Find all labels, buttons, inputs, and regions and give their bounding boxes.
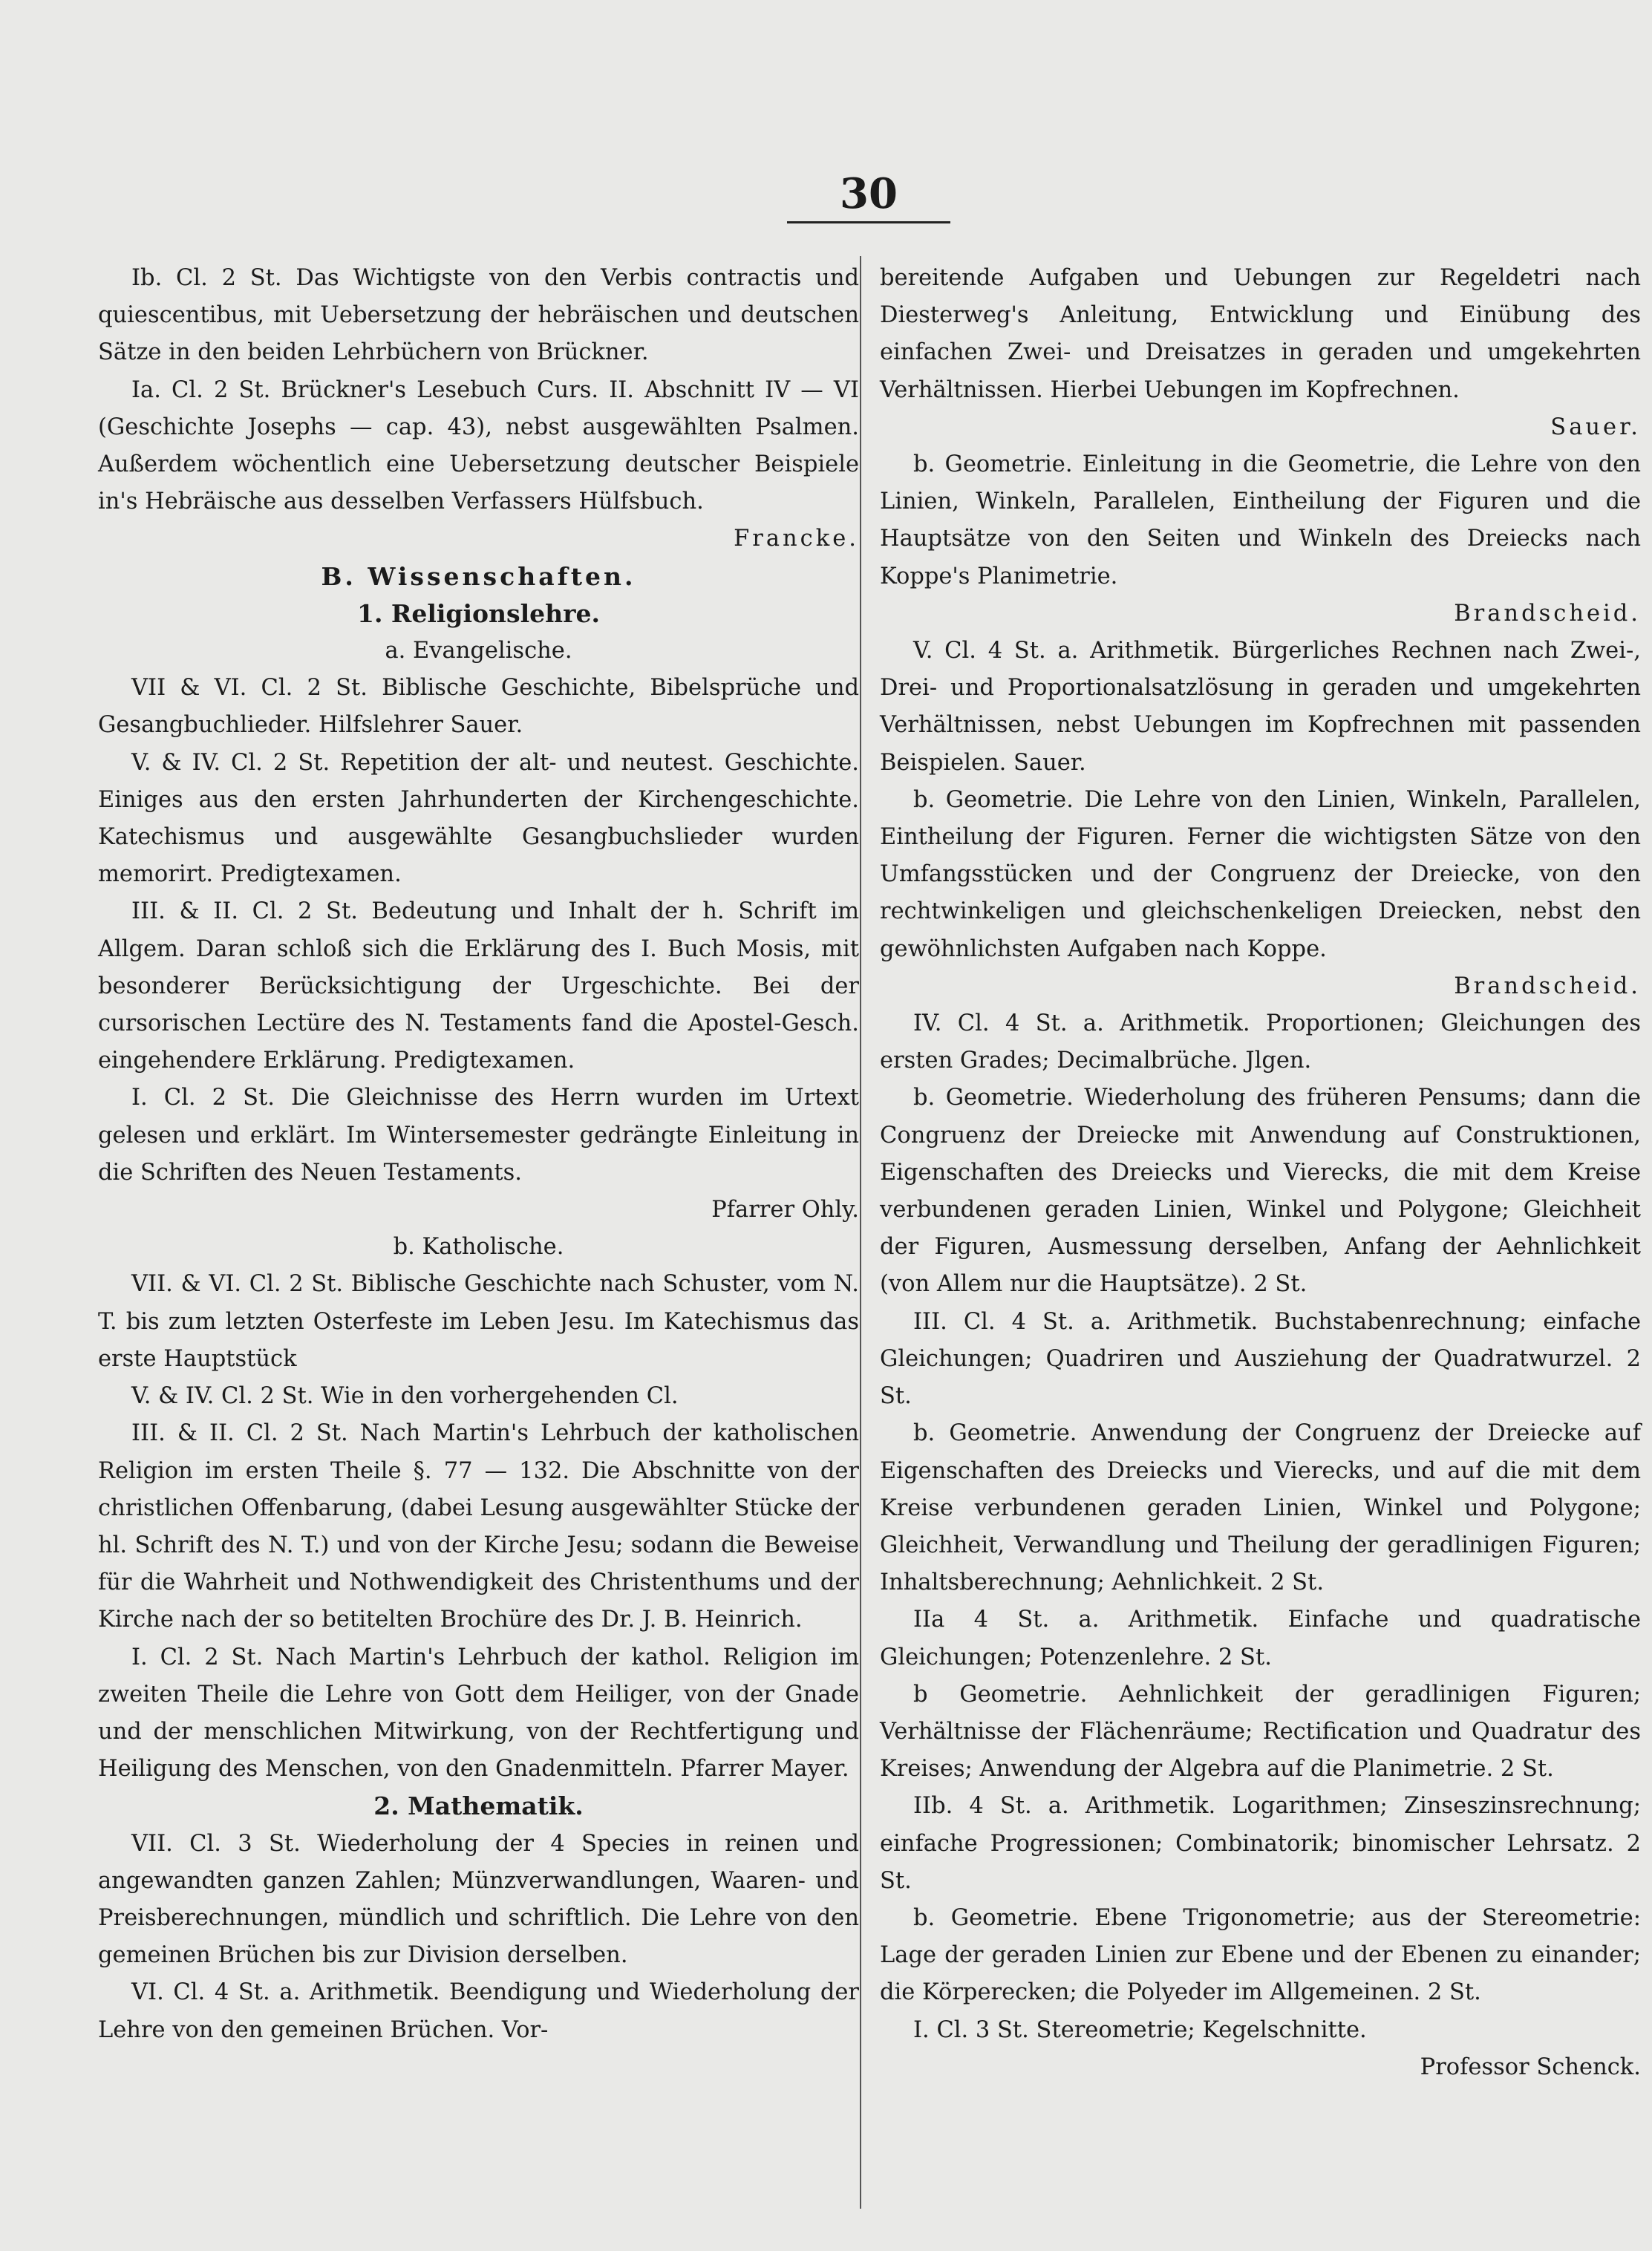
left-paragraph: VII. Cl. 3 St. Wiederholung der 4 Species in reinen und angewandten ganzen Zahlen; Münzverwandlungen, Waaren- und Preisberechnungen, mündlich und schriftlich. Die Lehre von den gemeinen Brüchen bis zur Division derselben. [98,1830,859,1969]
right-paragraph: Professor Schenck. [1420,2054,1641,2080]
left-paragraph: III. & II. Cl. 2 St. Bedeutung und Inhalt der h. Schrift im Allgem. Daran schloß sich die Erklärung des I. Buch Mosis, mit besonderer Berücksichtigung der Urgeschichte. Bei der cursorischen Lectüre des N. Testaments fand die Apostel-Gesch. eingehendere Erklärung. Predigtexamen. [98,898,859,1074]
right-paragraph: Sauer. [1550,414,1641,440]
left-paragraph: b. Katholische. [393,1234,564,1261]
left-paragraph: Ia. Cl. 2 St. Brückner's Lesebuch Curs. II. Abschnitt IV — VI (Geschichte Josephs — cap. 43), nebst ausgewählten Psalmen. Außerdem wöchentlich eine Uebersetzung deutscher Beispiele in's Hebräische aus desselben Verfassers Hülfsbuch. [98,376,859,515]
left-column [98,260,859,2049]
left-paragraph: Ib. Cl. 2 St. Das Wichtigste von den Verbis contractis und quiescentibus, mit Uebersetzung der hebräischen und deutschen Sätze in den beiden Lehrbüchern von Brückner. [98,265,859,366]
right-paragraph: bereitende Aufgaben und Uebungen zur Regeldetri nach Diesterweg's Anleitung, Entwicklung und Einübung des einfachen Zwei- und Dreisatzes in geraden und umgekehrten Verhältnissen. Hierbei Uebungen im Kopfrechnen. [880,265,1641,403]
right-paragraph: b. Geometrie. Einleitung in die Geometrie, die Lehre von den Linien, Winkeln, Parallelen, Eintheilung der Figuren und die Hauptsätze von den Seiten und Winkeln des Dreiecks nach Koppe's Planimetrie. [880,451,1641,589]
right-paragraph: Brandscheid. [1454,600,1641,627]
left-paragraph: B. Wissenschaften. [321,561,636,591]
column-divider [860,256,861,2209]
right-column [880,260,1641,2086]
left-paragraph: I. Cl. 2 St. Die Gleichnisse des Herrn wurden im Urtext gelesen und erklärt. Im Wintersemester gedrängte Einleitung in die Schriften des Neuen Testaments. [98,1085,859,1186]
left-paragraph: Francke. [734,526,859,552]
left-paragraph: Pfarrer Ohly. [711,1197,859,1223]
left-paragraph: 1. Religionslehre. [356,598,601,628]
right-paragraph: Brandscheid. [1454,973,1641,999]
right-paragraph: V. Cl. 4 St. a. Arithmetik. Bürgerliches Rechnen nach Zwei-, Drei- und Proportionalsatzlösung in geraden und umgekehrten Verhältnissen, nebst Uebungen im Kopfrechnen mit passenden Beispielen. Sauer. [880,638,1641,776]
right-paragraph: b. Geometrie. Anwendung der Congruenz der Dreiecke auf Eigenschaften des Dreiecks und Vierecks, und auf die mit dem Kreise verbundenen geraden Linien, Winkel und Polygone; Gleichheit, Verwandlung und Theilung der geradlinigen Figuren; Inhaltsberechnung; Aehnlichkeit. 2 St. [880,1420,1641,1596]
right-paragraph: I. Cl. 3 St. Stereometrie; Kegelschnitte. [913,2016,1367,2043]
page-number: 30 [787,169,950,223]
left-paragraph: V. & IV. Cl. 2 St. Repetition der alt- und neutest. Geschichte. Einiges aus den ersten Jahrhunderten der Kirchengeschichte. Katechismus und ausgewählte Gesangbuchslieder wurden memorirt. Predigtexamen. [98,749,859,888]
left-paragraph: a. Evangelische. [385,638,572,664]
right-paragraph: III. Cl. 4 St. a. Arithmetik. Buchstabenrechnung; einfache Gleichungen; Quadriren und Ausziehung der Quadratwurzel. 2 St. [880,1308,1641,1410]
left-paragraph: III. & II. Cl. 2 St. Nach Martin's Lehrbuch der katholischen Religion im ersten Theile §. 77 — 132. Die Abschnitte von der christlichen Offenbarung, (dabei Lesung ausgewählter Stücke der hl. Schrift des N. T.) und von der Kirche Jesu; sodann die Beweise für die Wahrheit und Nothwendigkeit des Christenthums und der Kirche nach der so betitelten Brochüre des Dr. J. B. Heinrich. [98,1420,859,1633]
left-paragraph: VII. & VI. Cl. 2 St. Biblische Geschichte nach Schuster, vom N. T. bis zum letzten Osterfeste im Leben Jesu. Im Katechismus das erste Hauptstück [98,1271,859,1372]
right-paragraph: b. Geometrie. Wiederholung des früheren Pensums; dann die Congruenz der Dreiecke mit Anwendung auf Construktionen, Eigenschaften des Dreiecks und Vierecks, die mit dem Kreise verbundenen geraden Linien, Winkel und Polygone; Gleichheit der Figuren, Ausmessung derselben, Anfang der Aehnlichkeit (von Allem nur die Hauptsätze). 2 St. [880,1085,1641,1298]
right-paragraph: IIb. 4 St. a. Arithmetik. Logarithmen; Zinseszinsrechnung; einfache Progressionen; Combinatorik; binomischer Lehrsatz. 2 St. [880,1793,1641,1894]
right-paragraph: b. Geometrie. Die Lehre von den Linien, Winkeln, Parallelen, Eintheilung der Figuren. Ferner die wichtigsten Sätze von den Umfangsstücken und der Congruenz der Dreiecke, von den rechtwinkeligen und gleichschenkeligen Dreiecken, nebst den gewöhnlichsten Aufgaben nach Koppe. [880,786,1641,962]
right-paragraph: IV. Cl. 4 St. a. Arithmetik. Proportionen; Gleichungen des ersten Grades; Decimalbrüche. Jlgen. [880,1010,1641,1074]
right-paragraph: b. Geometrie. Ebene Trigonometrie; aus der Stereometrie: Lage der geraden Linien zur Ebene und der Ebenen zu einander; die Körperecken; die Polyeder im Allgemeinen. 2 St. [880,1904,1641,2006]
left-paragraph: VI. Cl. 4 St. a. Arithmetik. Beendigung und Wiederholung der Lehre von den gemeinen Brüchen. Vor- [98,1979,859,2043]
right-paragraph: b Geometrie. Aehnlichkeit der geradlinigen Figuren; Verhältnisse der Flächenräume; Rectification und Quadratur des Kreises; Anwendung der Algebra auf die Planimetrie. 2 St. [880,1681,1641,1783]
right-paragraph: IIa 4 St. a. Arithmetik. Einfache und quadratische Gleichungen; Potenzenlehre. 2 St. [880,1607,1641,1670]
left-paragraph: I. Cl. 2 St. Nach Martin's Lehrbuch der kathol. Religion im zweiten Theile die Lehre von Gott dem Heiliger, von der Gnade und der menschlichen Mitwirkung, von der Rechtfertigung und Heiligung des Menschen, von den Gnadenmitteln. Pfarrer Mayer. [98,1644,859,1783]
left-paragraph: 2. Mathematik. [373,1791,584,1821]
left-paragraph: V. & IV. Cl. 2 St. Wie in den vorhergehenden Cl. [131,1383,679,1410]
left-paragraph: VII & VI. Cl. 2 St. Biblische Geschichte, Bibelsprüche und Gesangbuchlieder. Hilfslehrer Sauer. [98,675,859,739]
